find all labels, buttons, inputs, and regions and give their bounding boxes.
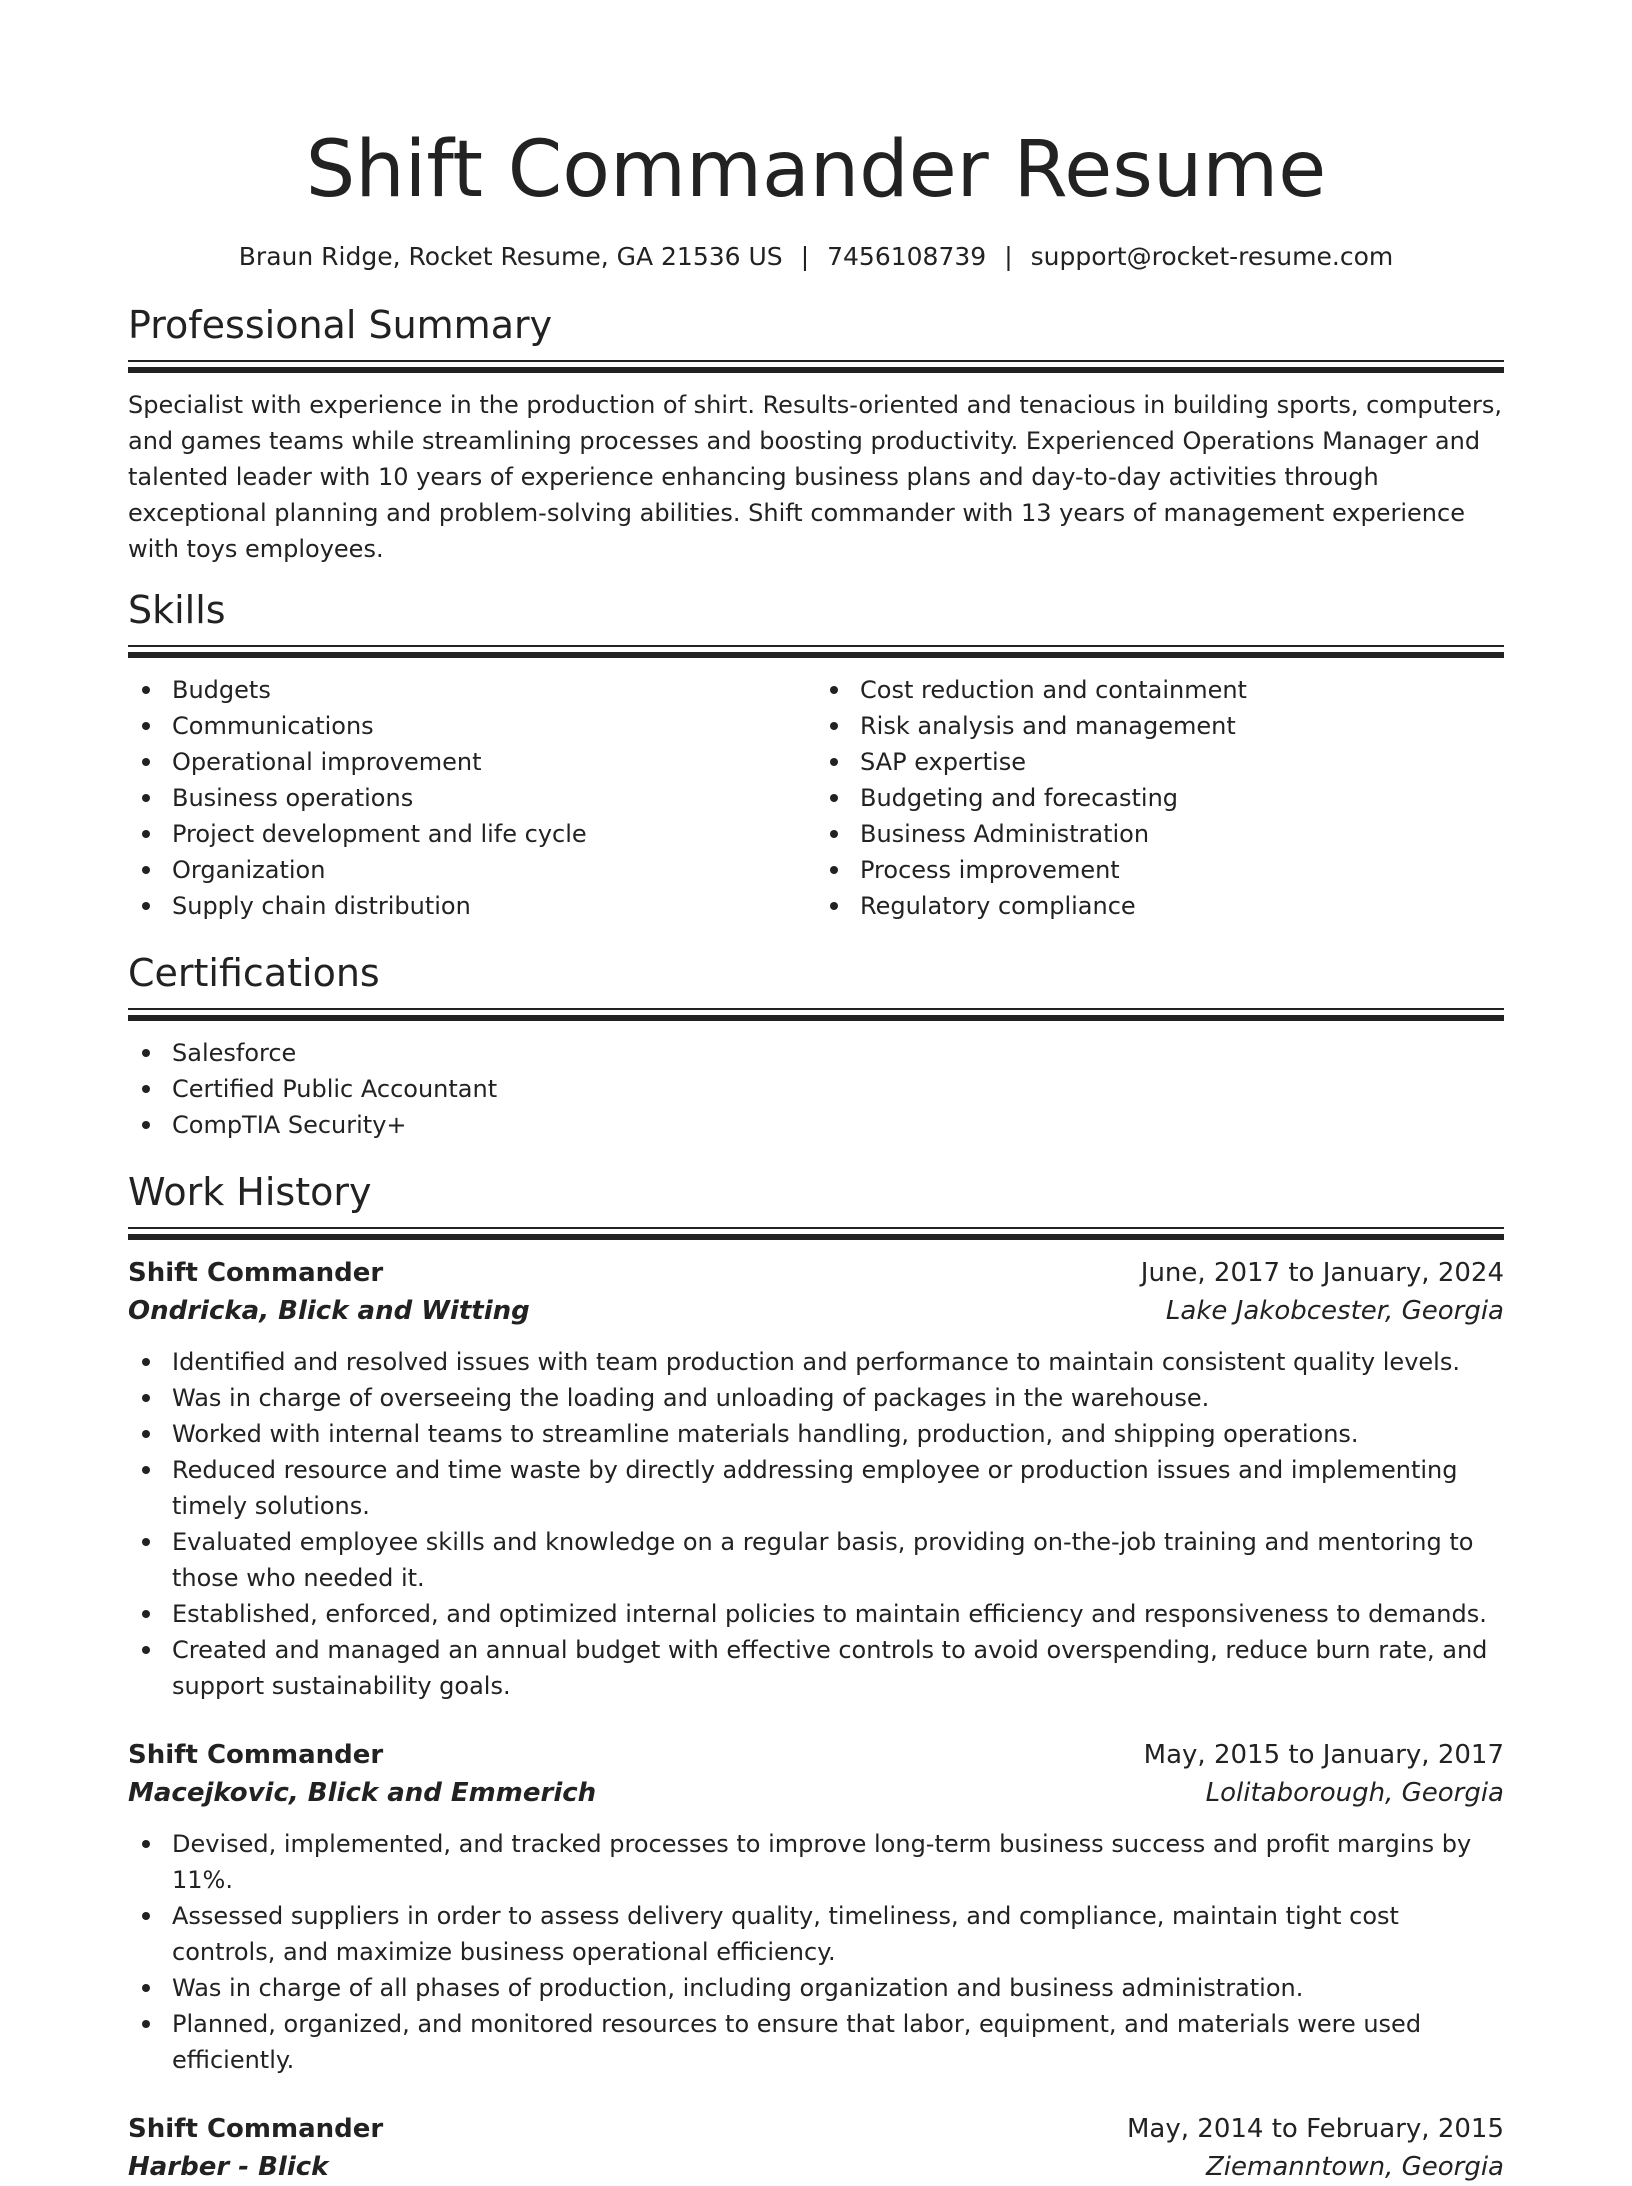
section-rule [128,1227,1504,1240]
job-bullet: Reduced resource and time waste by directly addressing employee or production issues and implementing timely solutions. [172,1452,1504,1524]
skill-item: SAP expertise [860,744,1504,780]
job-bullet: Assessed suppliers in order to assess delivery quality, timeliness, and compliance, maintain tight cost controls, and maximize business operational efficiency. [172,1898,1504,1970]
job-subheader [128,2148,1504,2186]
contact-separator: | [800,242,810,271]
job-bullet: Devised, implemented, and tracked processes to improve long-term business success and profit margins by 11%. [172,1826,1504,1898]
skill-item: Supply chain distribution [172,888,816,924]
summary-text: Specialist with experience in the production of shirt. Results-oriented and tenacious in building sports, computers, and games teams while streamlining processes and boosting productivity. Experienced Operations Manager and talented leader with 10 years of experience enhancing business plans and day-to-day activities through exceptional planning and problem-solving abilities. Shift commander with 13 years of management experience with toys employees. [128,391,1502,563]
section-rule [128,360,1504,373]
job-bullet: Was in charge of all phases of production, including organization and business administration. [172,1970,1504,2006]
job-location: Ziemanntown, Georgia [1205,2152,1504,2182]
skill-item: Regulatory compliance [860,888,1504,924]
job-bullet: Identified and resolved issues with team production and performance to maintain consistent quality levels. [172,1344,1504,1380]
certifications-section [128,948,1504,1143]
job-entry [128,2110,1504,2186]
job-title: Shift Commander [128,1258,384,1288]
job-bullet: Was in charge of overseeing the loading and unloading of packages in the warehouse. [172,1380,1504,1416]
skill-item: Cost reduction and containment [860,672,1504,708]
certification-item: Salesforce [172,1035,1504,1071]
skills-grid [128,672,1504,924]
skill-item: Operational improvement [172,744,816,780]
job-title: Shift Commander [128,2114,384,2144]
job-dates: May, 2015 to January, 2017 [1143,1740,1504,1770]
skills-section [128,585,1504,924]
job-subheader [128,1774,1504,1812]
contact-line [128,240,1504,274]
skill-item: Organization [172,852,816,888]
job-bullets [128,1344,1504,1704]
job-company: Macejkovic, Blick and Emmerich [128,1778,597,1808]
contact-email[interactable]: support@rocket-resume.com [1030,242,1394,271]
job-bullet: Created and managed an annual budget with effective controls to avoid overspending, reduce burn rate, and support sustainability goals. [172,1632,1504,1704]
skill-item: Project development and life cycle [172,816,816,852]
certification-item: Certified Public Accountant [172,1071,1504,1107]
job-dates: June, 2017 to January, 2024 [1140,1258,1504,1288]
work-history-heading: Work History [128,1170,372,1214]
job-location: Lake Jakobcester, Georgia [1165,1296,1504,1326]
skill-item: Communications [172,708,816,744]
job-entry [128,1736,1504,2078]
section-rule [128,1008,1504,1021]
job-title: Shift Commander [128,1740,384,1770]
skills-list-left [128,672,816,924]
skill-item: Budgets [172,672,816,708]
skill-item: Business Administration [860,816,1504,852]
job-company: Ondricka, Blick and Witting [128,1296,530,1326]
contact-address: Braun Ridge, Rocket Resume, GA 21536 US [238,242,783,271]
certifications-heading: Certifications [128,951,380,995]
job-entry [128,1254,1504,1704]
job-bullets [128,1826,1504,2078]
summary-heading: Professional Summary [128,303,553,347]
skill-item: Process improvement [860,852,1504,888]
certification-item: CompTIA Security+ [172,1107,1504,1143]
job-location: Lolitaborough, Georgia [1205,1778,1504,1808]
work-history-section [128,1167,1504,2186]
contact-phone: 7456108739 [827,242,987,271]
job-dates: May, 2014 to February, 2015 [1127,2114,1504,2144]
contact-separator: | [1004,242,1013,271]
resume-title: Shift Commander Resume [305,125,1327,215]
summary-section [128,300,1504,567]
resume-page [128,0,1504,2186]
job-bullet: Evaluated employee skills and knowledge on a regular basis, providing on-the-job training and mentoring to those who needed it. [172,1524,1504,1596]
skills-list-right [816,672,1504,924]
job-header [128,1254,1504,1292]
certifications-list [128,1035,1504,1143]
section-rule [128,645,1504,658]
skill-item: Budgeting and forecasting [860,780,1504,816]
job-bullet: Planned, organized, and monitored resources to ensure that labor, equipment, and materials were used efficiently. [172,2006,1504,2078]
job-company: Harber - Blick [128,2152,329,2182]
job-subheader [128,1292,1504,1330]
skill-item: Business operations [172,780,816,816]
job-header [128,1736,1504,1774]
skill-item: Risk analysis and management [860,708,1504,744]
job-bullet: Worked with internal teams to streamline materials handling, production, and shipping operations. [172,1416,1504,1452]
job-bullet: Established, enforced, and optimized internal policies to maintain efficiency and responsiveness to demands. [172,1596,1504,1632]
job-header [128,2110,1504,2148]
skills-heading: Skills [128,588,226,632]
